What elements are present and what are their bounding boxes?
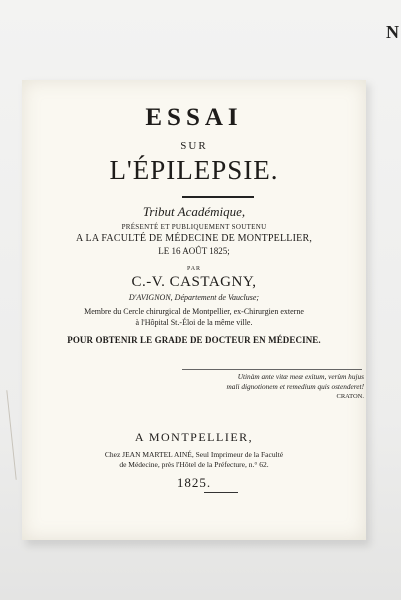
document-subject: L'ÉPILEPSIE.	[109, 155, 279, 185]
epigraph	[220, 372, 364, 402]
epigraph-author: CRATON.	[336, 393, 364, 400]
author-origin: D'AVIGNON, Département de Vaucluse;	[128, 293, 260, 302]
document-title: ESSAI	[145, 104, 243, 131]
presented-line: PRÉSENTÉ ET PUBLIQUEMENT SOUTENU	[121, 223, 267, 231]
title-page	[22, 80, 366, 540]
defense-date: LE 16 AOÛT 1825;	[158, 246, 230, 256]
epigraph-rule	[182, 369, 362, 370]
epigraph-line-2: mali dignotionem et remedium quis ostenderet!	[226, 382, 364, 391]
title-connector: SUR	[180, 140, 208, 152]
binding-string	[6, 390, 16, 480]
adjacent-page-letter: N	[386, 22, 399, 42]
by-label: PAR	[186, 266, 202, 272]
title-rule	[182, 196, 254, 198]
tribute-line: Tribut Académique,	[142, 204, 246, 219]
printer-line-1: Chez JEAN MARTEL AINÉ, Seul Imprimeur de la Faculté	[104, 450, 284, 459]
author-name: C.-V. CASTAGNY,	[131, 274, 257, 290]
author-membership-line-1: Membre du Cercle chirurgical de Montpellier, ex-Chirurgien externe	[84, 307, 304, 316]
author-membership-line-2: à l'Hôpital St.-Éloi de la même ville.	[135, 318, 253, 327]
epigraph-line-1: Utinàm ante vitæ meæ exitum, verùm hujus	[237, 372, 364, 381]
year-rule	[204, 492, 238, 493]
degree-line: POUR OBTENIR LE GRADE DE DOCTEUR EN MÉDECINE.	[67, 335, 321, 345]
publication-year: 1825.	[176, 475, 212, 490]
faculty-line: A LA FACULTÉ DE MÉDECINE DE MONTPELLIER,	[75, 233, 313, 244]
publication-place: A MONTPELLIER,	[134, 430, 254, 444]
printer-line-2: de Médecine, près l'Hôtel de la Préfecture, n.° 62.	[119, 460, 269, 469]
